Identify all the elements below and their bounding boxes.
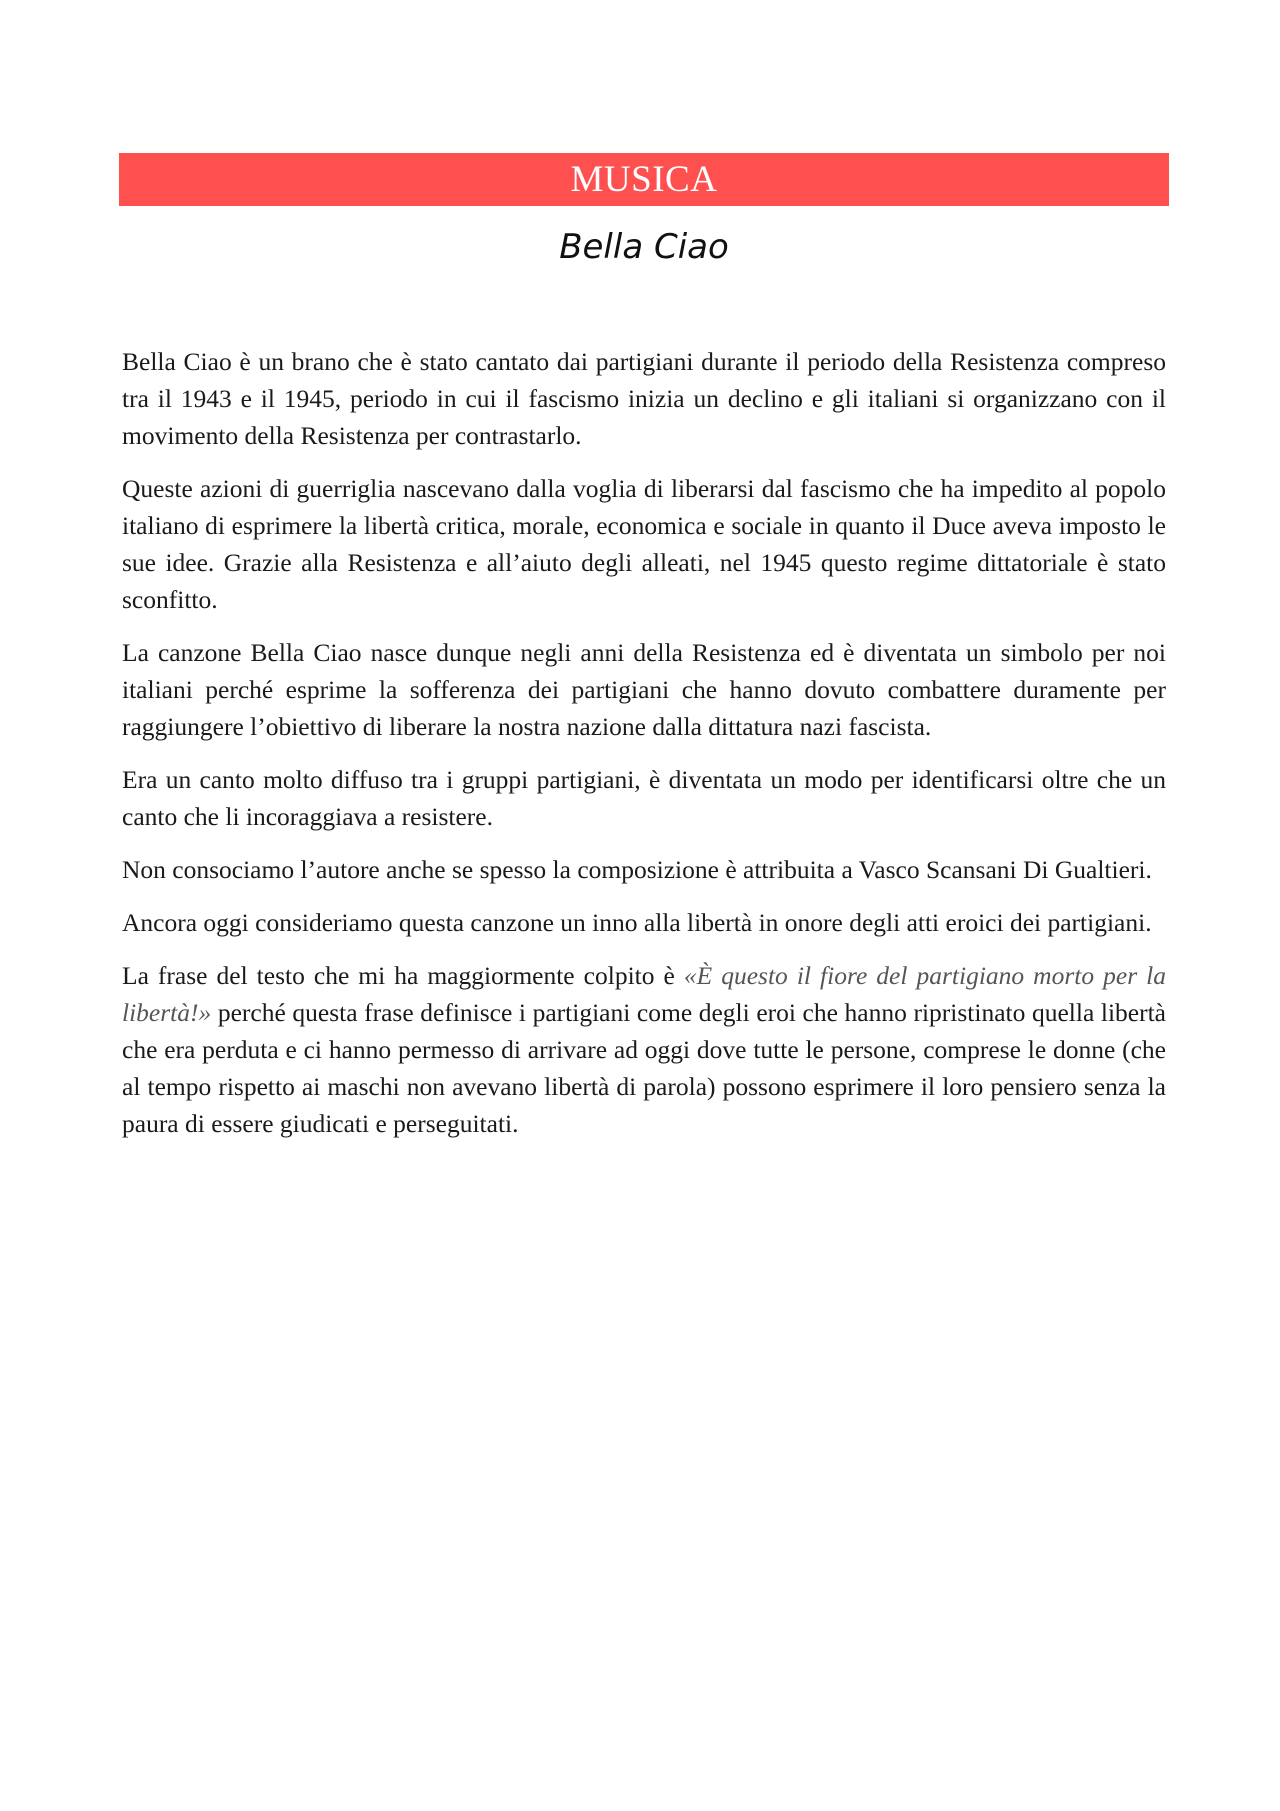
document-title: Bella Ciao: [559, 227, 729, 267]
paragraph: La canzone Bella Ciao nasce dunque negli anni della Resistenza ed è diventata un simbolo per noi italiani perché esprime la sofferenza dei partigiani che hanno dovuto combattere duramente per raggiungere l’obiettivo di liberare la nostra nazione dalla dittatura nazi fascista.: [122, 638, 1166, 741]
paragraph-with-quote: [122, 957, 1166, 1142]
document-body: [122, 343, 1166, 1158]
song-quote: «È questo il fiore del partigiano morto per la libertà!»: [122, 961, 1166, 1027]
section-label: MUSICA: [570, 159, 718, 200]
paragraph: Bella Ciao è un brano che è stato cantato dai partigiani durante il periodo della Resistenza compreso tra il 1943 e il 1945, periodo in cui il fascismo inizia un declino e gli italiani si organizzano con il movimento della Resistenza per contrastarlo.: [122, 347, 1166, 450]
paragraph-intro: La frase del testo che mi ha maggiormente colpito è: [122, 961, 684, 990]
paragraph-rest: perché questa frase definisce i partigiani come degli eroi che hanno ripristinato quella libertà che era perduta e ci hanno permesso di arrivare ad oggi dove tutte le persone, comprese le donne (che al tempo rispetto ai maschi non avevano libertà di parola) possono esprimere il loro pensiero senza la paura di essere giudicati e perseguitati.: [122, 998, 1166, 1138]
paragraph: Ancora oggi consideriamo questa canzone un inno alla libertà in onore degli atti eroici dei partigiani.: [122, 908, 1152, 937]
paragraph: Queste azioni di guerriglia nascevano dalla voglia di liberarsi dal fascismo che ha impedito al popolo italiano di esprimere la libertà critica, morale, economica e sociale in quanto il Duce aveva imposto le sue idee. Grazie alla Resistenza e all’aiuto degli alleati, nel 1945 questo regime dittatoriale è stato sconfitto.: [122, 474, 1166, 614]
section-banner: [119, 153, 1169, 206]
paragraph: Era un canto molto diffuso tra i gruppi partigiani, è diventata un modo per identificarsi oltre che un canto che li incoraggiava a resistere.: [122, 765, 1166, 831]
paragraph: Non consociamo l’autore anche se spesso la composizione è attribuita a Vasco Scansani Di Gualtieri.: [122, 855, 1152, 884]
